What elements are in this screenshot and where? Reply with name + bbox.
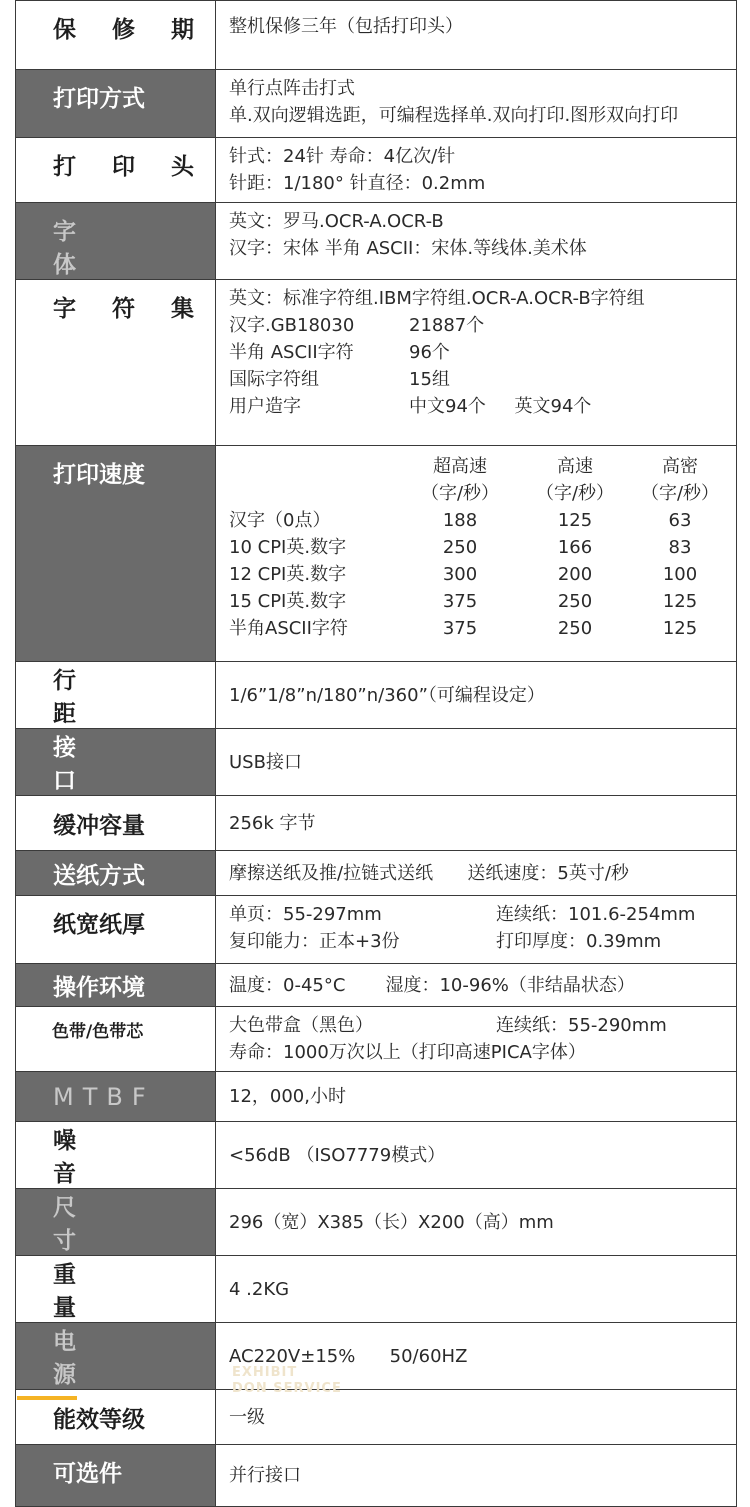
spec-label-line-spacing: 行 距 xyxy=(16,662,216,729)
spec-label-dimensions: 尺 寸 xyxy=(16,1189,216,1256)
spec-row-warranty xyxy=(16,1,737,70)
ribbon-spec: 大色带盒（黑色） xyxy=(229,1015,373,1036)
charset-name: 国际字符组 xyxy=(229,369,319,390)
spec-table xyxy=(15,0,737,1507)
spec-value-line: 针距：1/180° 针直径：0.2mm xyxy=(229,173,486,194)
spec-value-line: AC220V±15% 50/60HZ xyxy=(229,1345,468,1367)
charset-name: 半角 ASCII字符 xyxy=(229,342,354,363)
spec-label-power: 电 源 xyxy=(16,1323,216,1390)
spec-label-weight: 重 量 xyxy=(16,1256,216,1323)
spec-row-print-head xyxy=(16,138,737,203)
spec-value-font xyxy=(216,203,737,280)
spec-row-energy xyxy=(16,1390,737,1445)
accent-bar xyxy=(17,1396,77,1400)
spec-value-print-speed xyxy=(216,446,737,662)
spec-value-line: 1/6”1/8”n/180”n/360”（可编程设定） xyxy=(229,684,545,706)
spec-row-weight xyxy=(16,1256,737,1323)
speed-header: 高速 xyxy=(557,456,593,477)
spec-label-energy: 能效等级 xyxy=(16,1390,216,1445)
spec-value-weight xyxy=(216,1256,737,1323)
spec-value-line: 温度：0-45°C 湿度：10-96%（非结晶状态） xyxy=(229,974,635,996)
spec-value-line: 4 .2KG xyxy=(229,1278,290,1300)
spec-row-paper-feed xyxy=(16,851,737,896)
spec-value-interface xyxy=(216,729,737,796)
spec-label-options: 可选件 xyxy=(16,1445,216,1507)
spec-label-print-speed: 打印速度 xyxy=(16,446,216,662)
spec-value-mtbf xyxy=(216,1072,737,1122)
spec-row-print-method xyxy=(16,70,737,138)
speed-value: 125 xyxy=(662,618,698,639)
speed-unit: （字/秒） xyxy=(535,483,615,504)
spec-label-paper-feed: 送纸方式 xyxy=(16,851,216,896)
speed-row-label: 10 CPI英.数字 xyxy=(229,537,347,558)
speed-value: 125 xyxy=(557,510,593,531)
speed-value: 63 xyxy=(668,510,692,531)
charset-grid xyxy=(229,312,736,420)
speed-value: 300 xyxy=(442,564,478,585)
paper-spec: 连续纸：101.6-254mm xyxy=(496,904,696,925)
spec-value-print-head xyxy=(216,138,737,203)
paper-spec: 单页：55-297mm xyxy=(229,904,382,925)
speed-value: 250 xyxy=(442,537,478,558)
watermark-line: DON SERVICE xyxy=(232,1381,342,1396)
spec-row-mtbf xyxy=(16,1072,737,1122)
ribbon-grid xyxy=(229,1012,736,1039)
spec-value-line: 整机保修三年（包括打印头） xyxy=(229,16,463,37)
speed-value: 250 xyxy=(557,591,593,612)
paper-spec: 打印厚度：0.39mm xyxy=(496,931,662,952)
speed-header: 超高速 xyxy=(433,456,487,477)
spec-value-noise xyxy=(216,1122,737,1189)
speed-row-label: 15 CPI英.数字 xyxy=(229,591,347,612)
spec-row-power xyxy=(16,1323,737,1390)
spec-row-charset xyxy=(16,280,737,446)
speed-unit: （字/秒） xyxy=(420,483,500,504)
spec-label-print-method: 打印方式 xyxy=(16,70,216,138)
spec-value-line: USB接口 xyxy=(229,751,302,773)
spec-row-buffer xyxy=(16,796,737,851)
speed-value: 188 xyxy=(442,510,478,531)
charset-value: 15组 xyxy=(409,369,450,390)
spec-row-interface xyxy=(16,729,737,796)
spec-value-line: 256k 字节 xyxy=(229,812,316,834)
spec-value-line: <56dB （ISO7779模式） xyxy=(229,1144,446,1166)
spec-row-noise xyxy=(16,1122,737,1189)
speed-row-label: 半角ASCII字符 xyxy=(229,618,348,639)
spec-label-paper-width: 纸宽纸厚 xyxy=(16,896,216,964)
spec-label-interface: 接 口 xyxy=(16,729,216,796)
charset-name: 用户造字 xyxy=(229,396,301,417)
spec-label-ribbon: 色带/色带芯 xyxy=(16,1007,216,1072)
paper-spec: 复印能力：正本+3份 xyxy=(229,931,400,952)
spec-value-ribbon xyxy=(216,1007,737,1072)
spec-label-font: 字 体 xyxy=(16,203,216,280)
spec-value-print-method xyxy=(216,70,737,138)
spec-value-buffer xyxy=(216,796,737,851)
spec-label-environment: 操作环境 xyxy=(16,964,216,1007)
ribbon-spec: 连续纸：55-290mm xyxy=(496,1015,667,1036)
charset-value: 96个 xyxy=(409,342,450,363)
spec-row-options xyxy=(16,1445,737,1507)
speed-value: 83 xyxy=(668,537,692,558)
speed-value: 250 xyxy=(557,618,593,639)
spec-value-warranty xyxy=(216,1,737,70)
charset-value: 中文94个 英文94个 xyxy=(409,396,592,417)
speed-value: 375 xyxy=(442,591,478,612)
watermark xyxy=(232,1365,342,1397)
spec-row-environment xyxy=(16,964,737,1007)
spec-label-warranty: 保 修 期 xyxy=(16,1,216,70)
spec-row-dimensions xyxy=(16,1189,737,1256)
spec-value-energy xyxy=(216,1390,737,1445)
spec-value-line: 汉字：宋体 半角 ASCII：宋体.等线体.美术体 xyxy=(229,238,587,259)
spec-value-line: 一级 xyxy=(229,1406,265,1428)
spec-value-line: 296（宽）X385（长）X200（高）mm xyxy=(229,1211,554,1233)
spec-value-line: 单行点阵击打式 xyxy=(229,78,355,99)
spec-value-line: 摩擦送纸及推/拉链式送纸 送纸速度：5英寸/秒 xyxy=(229,862,629,884)
spec-value-line: 英文：罗马.OCR-A.OCR-B xyxy=(229,211,444,232)
spec-value-line: 12，000,小时 xyxy=(229,1086,346,1107)
speed-row-label: 汉字（0点） xyxy=(229,510,331,531)
spec-value-line-spacing xyxy=(216,662,737,729)
spec-value-charset xyxy=(216,280,737,446)
watermark-line: EXHIBIT xyxy=(232,1365,298,1380)
spec-value-environment xyxy=(216,964,737,1007)
speed-table xyxy=(229,453,736,642)
spec-row-font xyxy=(16,203,737,280)
speed-unit: （字/秒） xyxy=(640,483,720,504)
speed-value: 166 xyxy=(557,537,593,558)
spec-label-print-head: 打 印 头 xyxy=(16,138,216,203)
spec-label-buffer: 缓冲容量 xyxy=(16,796,216,851)
spec-value-paper-width xyxy=(216,896,737,964)
charset-value: 21887个 xyxy=(409,315,485,336)
spec-value-dimensions xyxy=(216,1189,737,1256)
spec-label-mtbf: MTBF xyxy=(16,1072,216,1122)
spec-value-line: 针式：24针 寿命：4亿次/针 xyxy=(229,146,456,167)
spec-value-paper-feed xyxy=(216,851,737,896)
speed-row-label: 12 CPI英.数字 xyxy=(229,564,347,585)
speed-value: 100 xyxy=(662,564,698,585)
paper-grid xyxy=(229,901,736,955)
spec-value-line: 并行接口 xyxy=(229,1465,301,1486)
speed-value: 375 xyxy=(442,618,478,639)
spec-row-paper-width xyxy=(16,896,737,964)
spec-label-charset: 字 符 集 xyxy=(16,280,216,446)
spec-value-line: 单.双向逻辑选距，可编程选择单.双向打印.图形双向打印 xyxy=(229,105,679,126)
spec-value-line: 寿命：1000万次以上（打印高速PICA字体） xyxy=(229,1042,586,1063)
spec-row-ribbon xyxy=(16,1007,737,1072)
speed-header: 高密 xyxy=(662,456,698,477)
spec-label-noise: 噪 音 xyxy=(16,1122,216,1189)
speed-value: 200 xyxy=(557,564,593,585)
speed-value: 125 xyxy=(662,591,698,612)
spec-value-options xyxy=(216,1445,737,1507)
spec-row-print-speed xyxy=(16,446,737,662)
charset-name: 汉字.GB18030 xyxy=(229,315,355,336)
spec-row-line-spacing xyxy=(16,662,737,729)
spec-value-line: 英文：标准字符组.IBM字符组.OCR-A.OCR-B字符组 xyxy=(229,288,645,309)
